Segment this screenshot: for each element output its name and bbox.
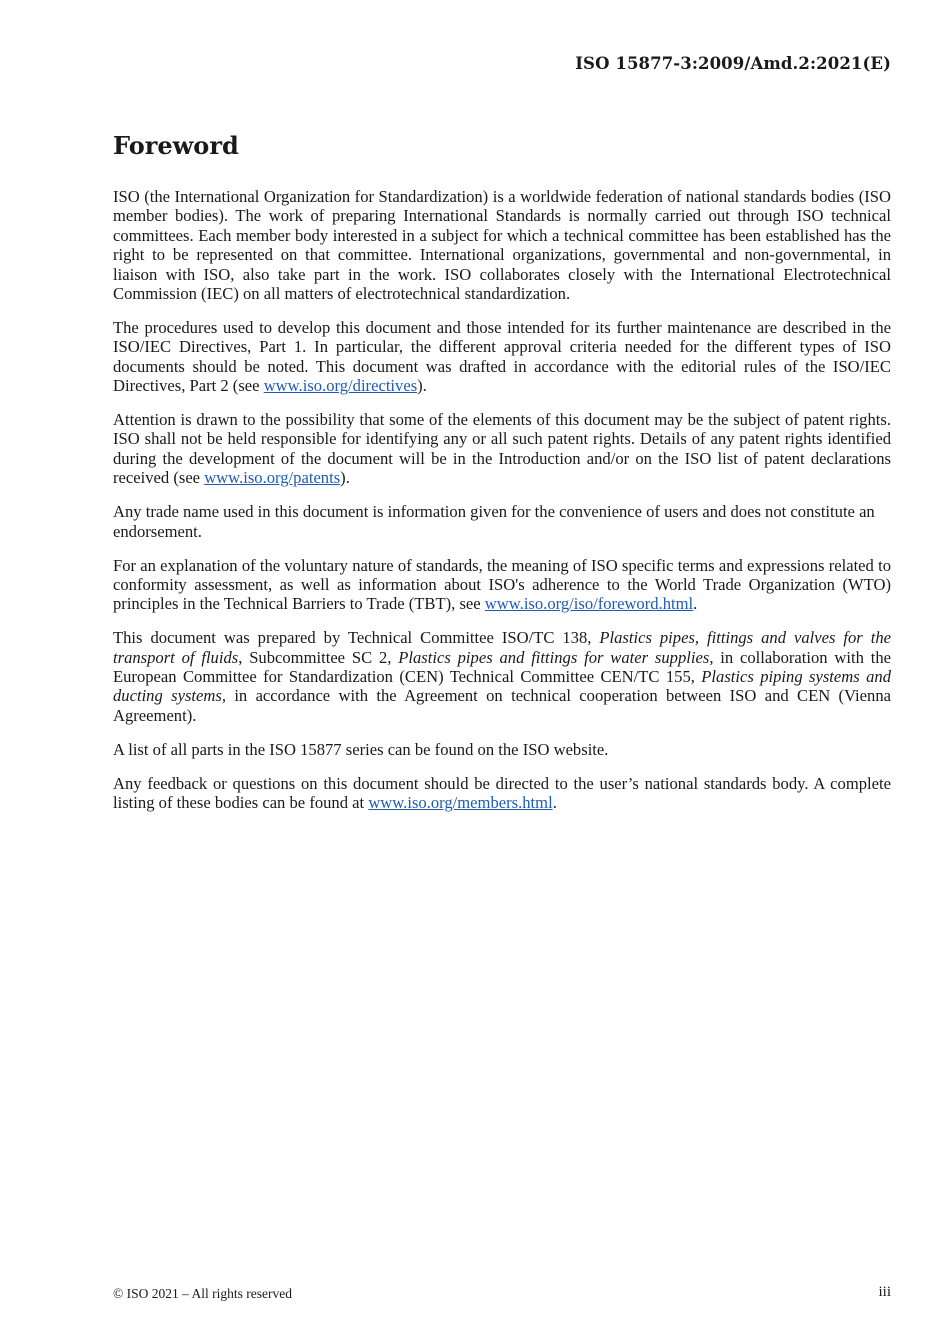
copyright-notice: © ISO 2021 – All rights reserved [113,1286,292,1301]
document-id-header: ISO 15877-3:2009/Amd.2:2021(E) [575,54,891,73]
paragraph-end: ). [417,376,427,396]
paragraph-procedures [113,318,891,396]
subcommittee-title: Plastics pipes and fittings for water supplies, [398,647,714,667]
paragraph-voluntary-nature [113,556,891,614]
paragraph-text: Any feedback or questions on this document should be directed to the user’s national standards body. A complete listing of these bodies can be found at [113,773,891,813]
directives-link[interactable]: www.iso.org/directives [263,376,418,396]
foreword-link[interactable]: www.iso.org/iso/foreword.html [484,594,694,614]
paragraph-patents [113,410,891,488]
paragraph-end: . [552,793,557,813]
cen-committee-title: Plastics piping systems and ducting systems, [113,667,891,706]
paragraph-end: ). [340,468,350,488]
patents-link[interactable]: www.iso.org/patents [204,468,341,488]
paragraph-iso-intro: ISO (the International Organization for Standardization) is a worldwide federation of national standards bodies (ISO member bodies). The work of preparing International Standards is normally carried out through ISO technical committees. Each member body interested in a subject for which a technical committee has been established has the right to be represented on that committee. International organizations, governmental and non-governmental, in liaison with ISO, also take part in the work. ISO collaborates closely with the International Electrotechnical Commission (IEC) on all matters of electrotechnical standardization. [113,187,891,304]
paragraph-text: For an explanation of the voluntary nature of standards, the meaning of ISO specific terms and expressions related to conformity assessment, as well as information about ISO's adherence to the World Trade Organization (WTO) principles in the Technical Barriers to Trade (TBT), see [113,555,891,614]
foreword-body [113,187,891,827]
paragraph-trade-name: Any trade name used in this document is information given for the convenience of users and does not constitute an endorsement. [113,502,875,541]
paragraph-text: in collaboration with the European Committee for Standardization (CEN) Technical Committee CEN/TC 155, [113,647,891,687]
paragraph-text: Attention is drawn to the possibility that some of the elements of this document may be the subject of patent rights. ISO shall not be held responsible for identifying any or all such patent rights. Details of any patent rights identified during the development of the document will be in the Introduction and/or on the ISO list of patent declarations received (see [113,410,891,488]
page-number: iii [878,1284,891,1300]
paragraph-text: This document was prepared by Technical Committee ISO/TC 138, [113,628,600,648]
committee-title: Plastics pipes, fittings and valves for the transport of fluids [113,628,891,667]
paragraph-text: in accordance with the Agreement on technical cooperation between ISO and CEN (Vienna Agreement). [113,686,891,725]
members-link[interactable]: www.iso.org/members.html [368,793,553,813]
paragraph-end: . [693,594,698,614]
paragraph-series-parts: A list of all parts in the ISO 15877 series can be found on the ISO website. [113,739,609,759]
paragraph-text: The procedures used to develop this document and those intended for its further maintenance are described in the ISO/IEC Directives, Part 1. In particular, the different approval criteria needed for the different types of ISO documents should be noted. This document was drafted in accordance with the editorial rules of the ISO/IEC Directives, Part 2 (see [113,317,891,396]
page-title: Foreword [113,131,239,160]
paragraph-text: , Subcommittee SC 2, [238,647,399,667]
paragraph-committee [113,628,891,725]
paragraph-feedback [113,774,891,813]
